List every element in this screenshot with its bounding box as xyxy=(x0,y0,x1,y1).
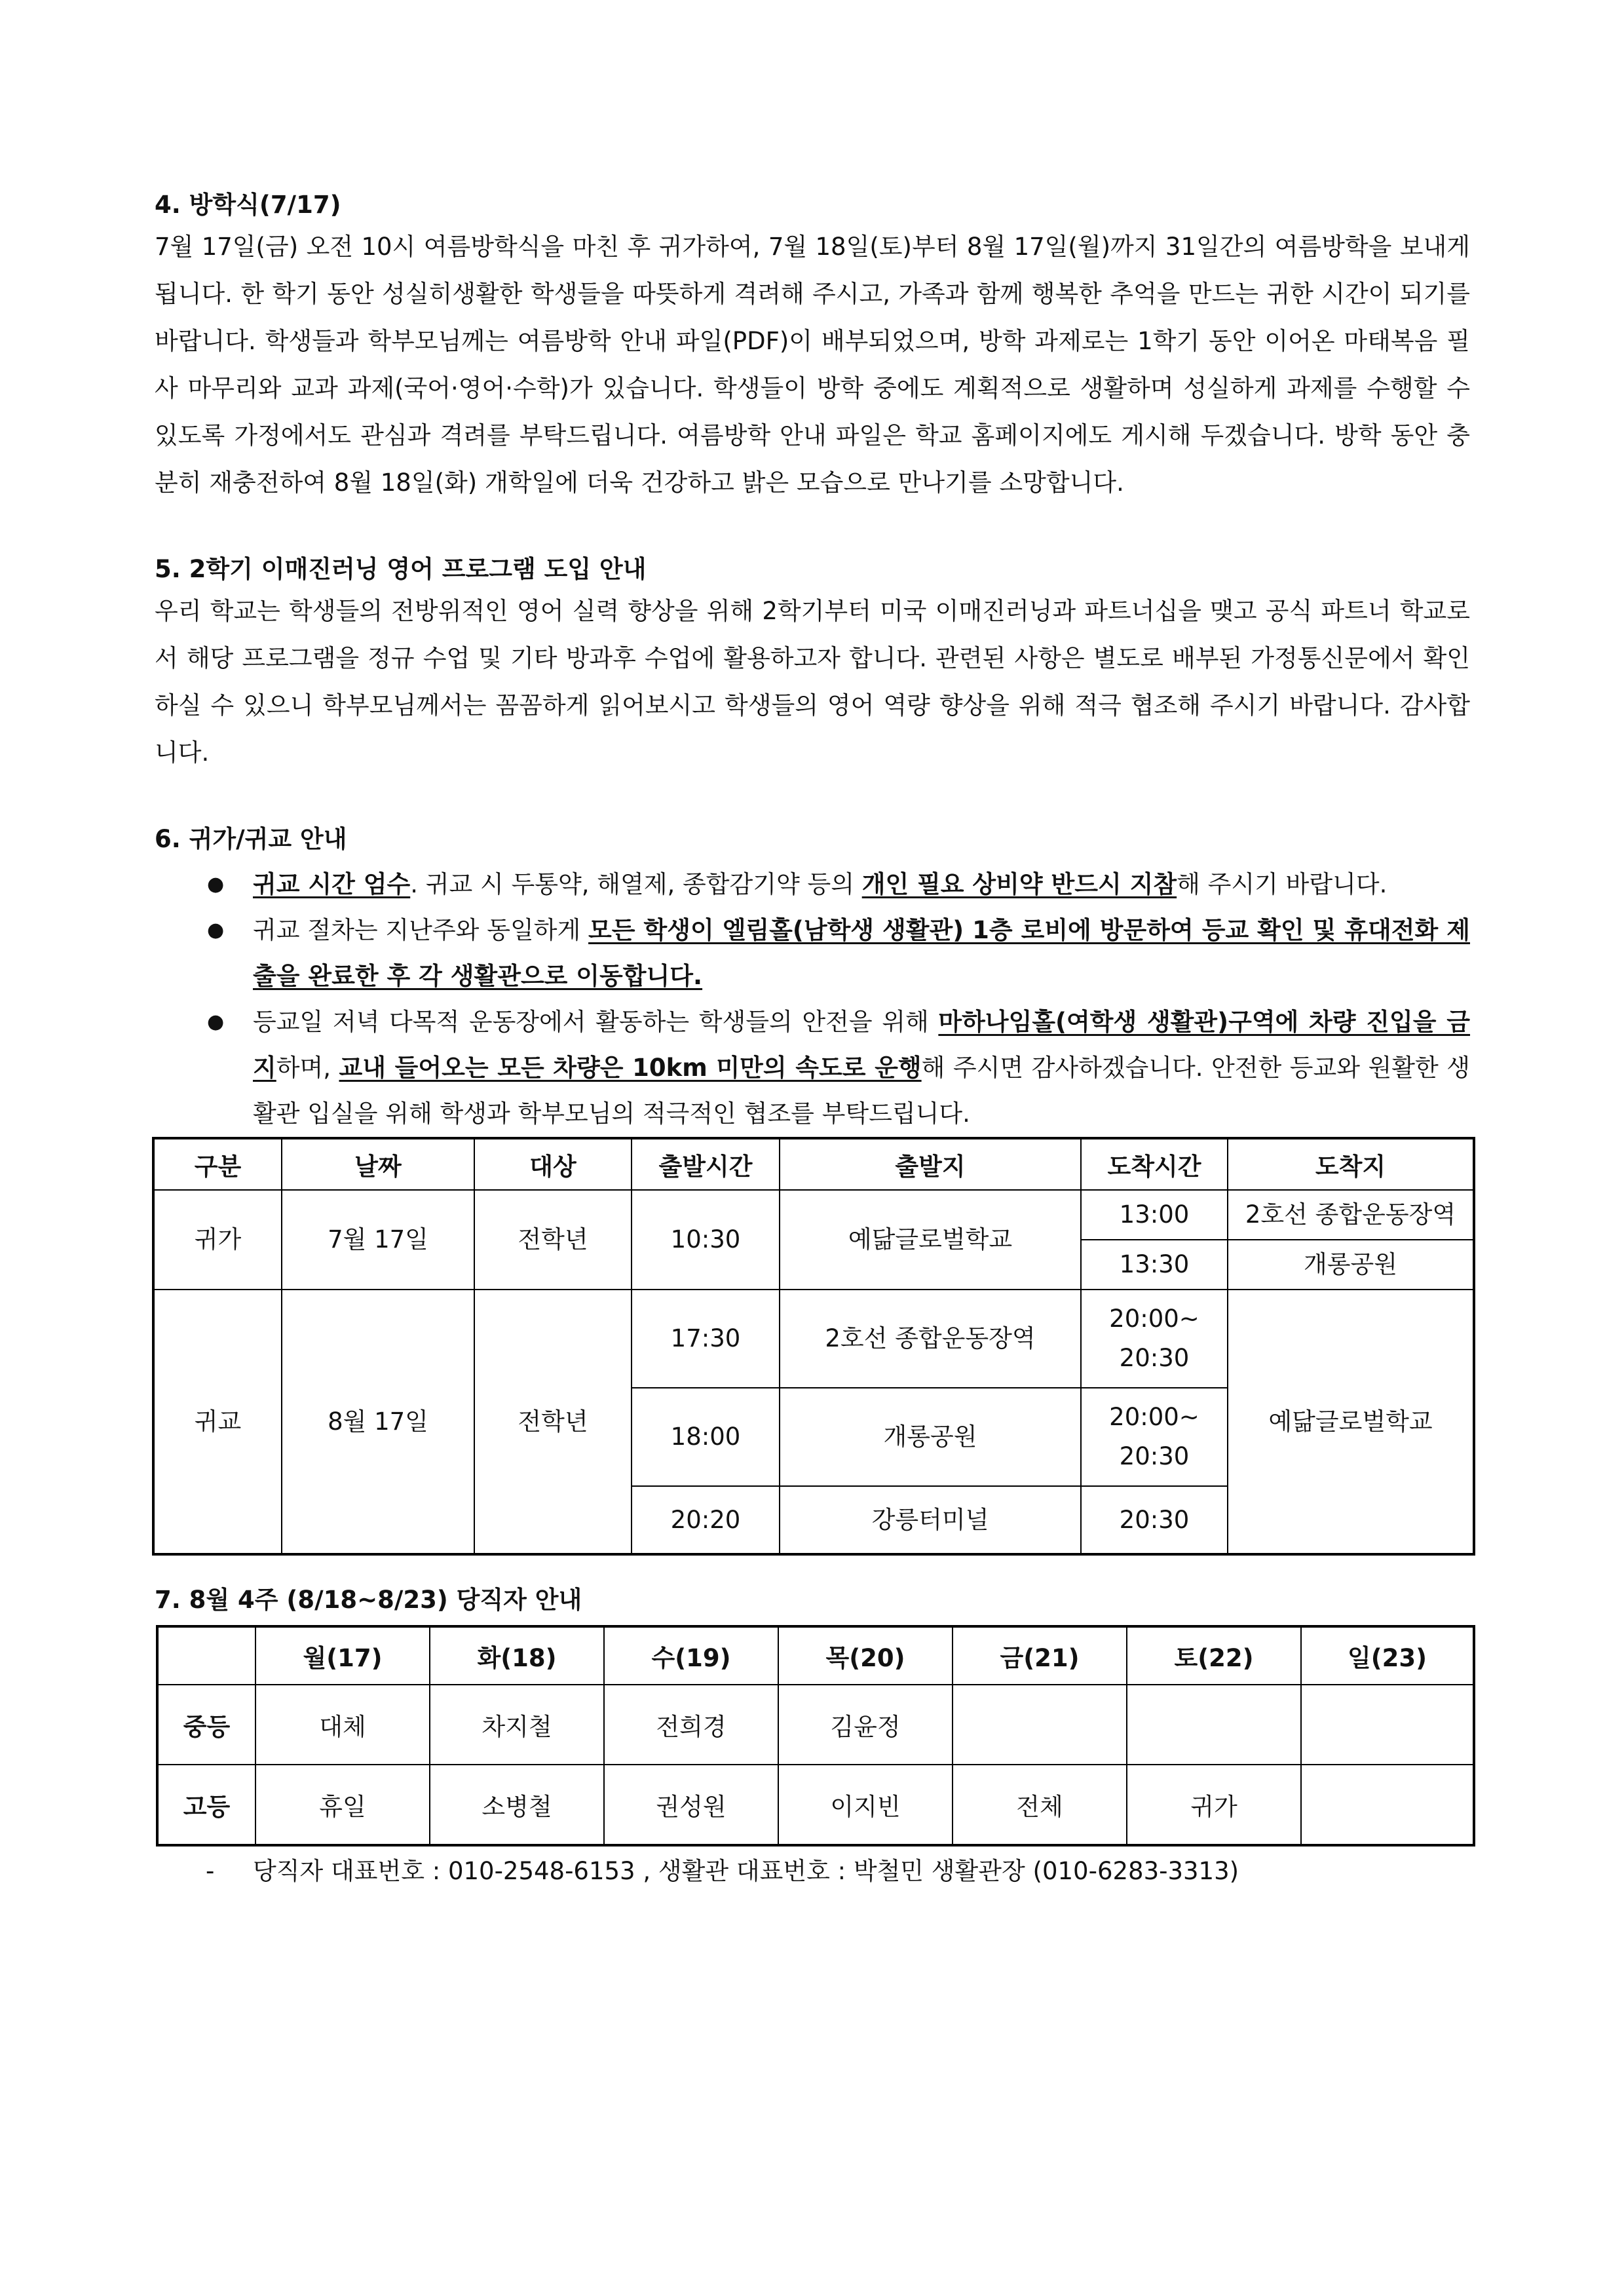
depart-time-cell: 20:20 xyxy=(632,1486,780,1554)
duty-cell xyxy=(953,1685,1127,1765)
corner-cell xyxy=(157,1626,255,1685)
duty-cell: 권성원 xyxy=(604,1765,778,1845)
destination-cell: 2호선 종합운동장역 xyxy=(1228,1190,1474,1240)
depart-time-cell: 18:00 xyxy=(632,1388,780,1486)
document-page xyxy=(155,187,1470,1892)
emphasis-text: 귀교 시간 엄수 xyxy=(253,870,411,898)
duty-cell: 휴일 xyxy=(255,1765,430,1845)
section-5-title: 5. 2학기 이매진러닝 영어 프로그램 도입 안내 xyxy=(155,555,647,583)
arrive-time-end: 20:30 xyxy=(1119,1442,1190,1470)
section-6-title: 6. 귀가/귀교 안내 xyxy=(155,825,347,853)
notice-text: 등교일 저녁 다목적 운동장에서 활동하는 학생들의 안전을 위해 xyxy=(253,1008,939,1036)
depart-time-cell: 10:30 xyxy=(632,1190,780,1290)
row-header: 중등 xyxy=(157,1685,255,1765)
arrive-time-cell: 13:30 xyxy=(1081,1240,1228,1290)
row-header: 고등 xyxy=(157,1765,255,1845)
header-cell: 출발시간 xyxy=(632,1138,780,1190)
header-cell: 출발지 xyxy=(780,1138,1081,1190)
section-4-title: 4. 방학식(7/17) xyxy=(155,191,341,219)
destination-cell: 예닮글로벌학교 xyxy=(1228,1290,1474,1554)
duty-cell: 대체 xyxy=(255,1685,430,1765)
arrive-time-cell xyxy=(1081,1388,1228,1486)
dash-marker: - xyxy=(206,1857,215,1885)
emphasis-text: 모든 학생이 엘림홀(남학생 생활관) 1층 로비에 방문하여 등교 확인 및 휴대전화 제출을 완료한 후 각 생활관으로 이동합니다. xyxy=(253,916,1470,990)
origin-cell: 예닮글로벌학교 xyxy=(780,1190,1081,1290)
day-header: 토(22) xyxy=(1127,1626,1301,1685)
table-row xyxy=(157,1765,1474,1845)
emphasis-text: 개인 필요 상비약 반드시 지참 xyxy=(861,870,1177,898)
duty-cell xyxy=(1127,1685,1301,1765)
bus-schedule-table xyxy=(152,1137,1475,1556)
arrive-time-start: 20:00~ xyxy=(1109,1305,1199,1333)
header-cell: 구분 xyxy=(153,1138,282,1190)
bullet-icon: ● xyxy=(207,873,225,896)
notice-text: 귀교 절차는 지난주와 동일하게 xyxy=(253,916,589,944)
notice-text: 하며, xyxy=(276,1054,339,1082)
duty-roster-table xyxy=(156,1625,1475,1846)
table-row xyxy=(153,1190,1474,1240)
duty-cell: 차지철 xyxy=(430,1685,604,1765)
type-cell: 귀가 xyxy=(153,1190,282,1290)
notice-list xyxy=(155,862,1470,1137)
duty-cell xyxy=(1301,1765,1474,1845)
notice-text: 해 주시면 감사하겠습니다. 안전한 등교와 원활한 생활관 입실을 위해 학생과 학부모님의 적극적인 협조를 부탁드립니다. xyxy=(253,1054,1470,1128)
destination-cell: 개롱공원 xyxy=(1228,1240,1474,1290)
type-cell: 귀교 xyxy=(153,1290,282,1554)
date-cell: 7월 17일 xyxy=(282,1190,474,1290)
day-header: 월(17) xyxy=(255,1626,430,1685)
duty-cell: 전희경 xyxy=(604,1685,778,1765)
table-header-row xyxy=(157,1626,1474,1685)
notice-text: 해 주시기 바랍니다. xyxy=(1177,870,1388,898)
origin-cell: 개롱공원 xyxy=(780,1388,1081,1486)
notice-item-2 xyxy=(155,908,1470,999)
section-7-title: 7. 8월 4주 (8/18~8/23) 당직자 안내 xyxy=(155,1586,582,1614)
origin-cell: 강릉터미널 xyxy=(780,1486,1081,1554)
day-header: 일(23) xyxy=(1301,1626,1474,1685)
notice-text: . 귀교 시 두통약, 해열제, 종합감기약 등의 xyxy=(410,870,862,898)
origin-cell: 2호선 종합운동장역 xyxy=(780,1290,1081,1388)
section-4-body: 7월 17일(금) 오전 10시 여름방학식을 마친 후 귀가하여, 7월 18일(토)부터 8월 17일(월)까지 31일간의 여름방학을 보내게 됩니다. 한 학기 동안 성실히생활한 학생들을 따뜻하게 격려해 주시고, 가족과 함께 행복한 추억을 만드는 귀한 시간이 되기를 바랍니다. 학생들과 학부모님께는 여름방학 안내 파일(PDF)이 배부되었으며, 방학 과제로는 1학기 동안 이어온 마태복음 필사 마무리와 교과 과제(국어·영어·수학)가 있습니다. 학생들이 방학 중에도 계획적으로 생활하며 성실하게 과제를 수행할 수 있도록 가정에서도 관심과 격려를 부탁드립니다. 여름방학 안내 파일은 학교 홈페이지에도 게시해 두겠습니다. 방학 동안 충분히 재충전하여 8월 18일(화) 개학일에 더욱 건강하고 밝은 모습으로 만나기를 소망합니다. xyxy=(155,233,1470,497)
section-5-body: 우리 학교는 학생들의 전방위적인 영어 실력 향상을 위해 2학기부터 미국 이매진러닝과 파트너십을 맺고 공식 파트너 학교로서 해당 프로그램을 정규 수업 및 기타 방과후 수업에 활용하고자 합니다. 관련된 사항은 별도로 배부된 가정통신문에서 확인하실 수 있으니 학부모님께서는 꼼꼼하게 읽어보시고 학생들의 영어 역량 향상을 위해 적극 협조해 주시기 바랍니다. 감사합니다. xyxy=(155,597,1470,767)
day-header: 수(19) xyxy=(604,1626,778,1685)
duty-cell: 이지빈 xyxy=(778,1765,953,1845)
duty-cell: 귀가 xyxy=(1127,1765,1301,1845)
duty-cell: 김윤정 xyxy=(778,1685,953,1765)
header-cell: 날짜 xyxy=(282,1138,474,1190)
target-cell: 전학년 xyxy=(474,1290,632,1554)
duty-cell xyxy=(1301,1685,1474,1765)
arrive-time-cell: 20:30 xyxy=(1081,1486,1228,1554)
duty-cell: 소병철 xyxy=(430,1765,604,1845)
day-header: 화(18) xyxy=(430,1626,604,1685)
header-cell: 대상 xyxy=(474,1138,632,1190)
emphasis-text: 마하나임홀(여학생 생활관)구역에 차량 진입을 금지 xyxy=(253,1008,1471,1082)
arrive-time-cell xyxy=(1081,1290,1228,1388)
emphasis-text: 교내 들어오는 모든 차량은 10km 미만의 속도로 운행 xyxy=(339,1054,922,1082)
table-header-row xyxy=(153,1138,1474,1190)
contact-note xyxy=(155,1850,1470,1892)
arrive-time-end: 20:30 xyxy=(1119,1344,1190,1372)
header-cell: 도착지 xyxy=(1228,1138,1474,1190)
bullet-icon: ● xyxy=(207,919,225,942)
arrive-time-cell: 13:00 xyxy=(1081,1190,1228,1240)
notice-item-1 xyxy=(155,862,1470,908)
notice-item-3 xyxy=(155,999,1470,1137)
day-header: 금(21) xyxy=(953,1626,1127,1685)
date-cell: 8월 17일 xyxy=(282,1290,474,1554)
table-row xyxy=(153,1290,1474,1388)
table-row xyxy=(157,1685,1474,1765)
duty-cell: 전체 xyxy=(953,1765,1127,1845)
arrive-time-start: 20:00~ xyxy=(1109,1403,1199,1431)
day-header: 목(20) xyxy=(778,1626,953,1685)
contact-note-text: 당직자 대표번호 : 010-2548-6153 , 생활관 대표번호 : 박철민 생활관장 (010-6283-3313) xyxy=(253,1857,1239,1885)
depart-time-cell: 17:30 xyxy=(632,1290,780,1388)
target-cell: 전학년 xyxy=(474,1190,632,1290)
bullet-icon: ● xyxy=(207,1010,225,1033)
header-cell: 도착시간 xyxy=(1081,1138,1228,1190)
